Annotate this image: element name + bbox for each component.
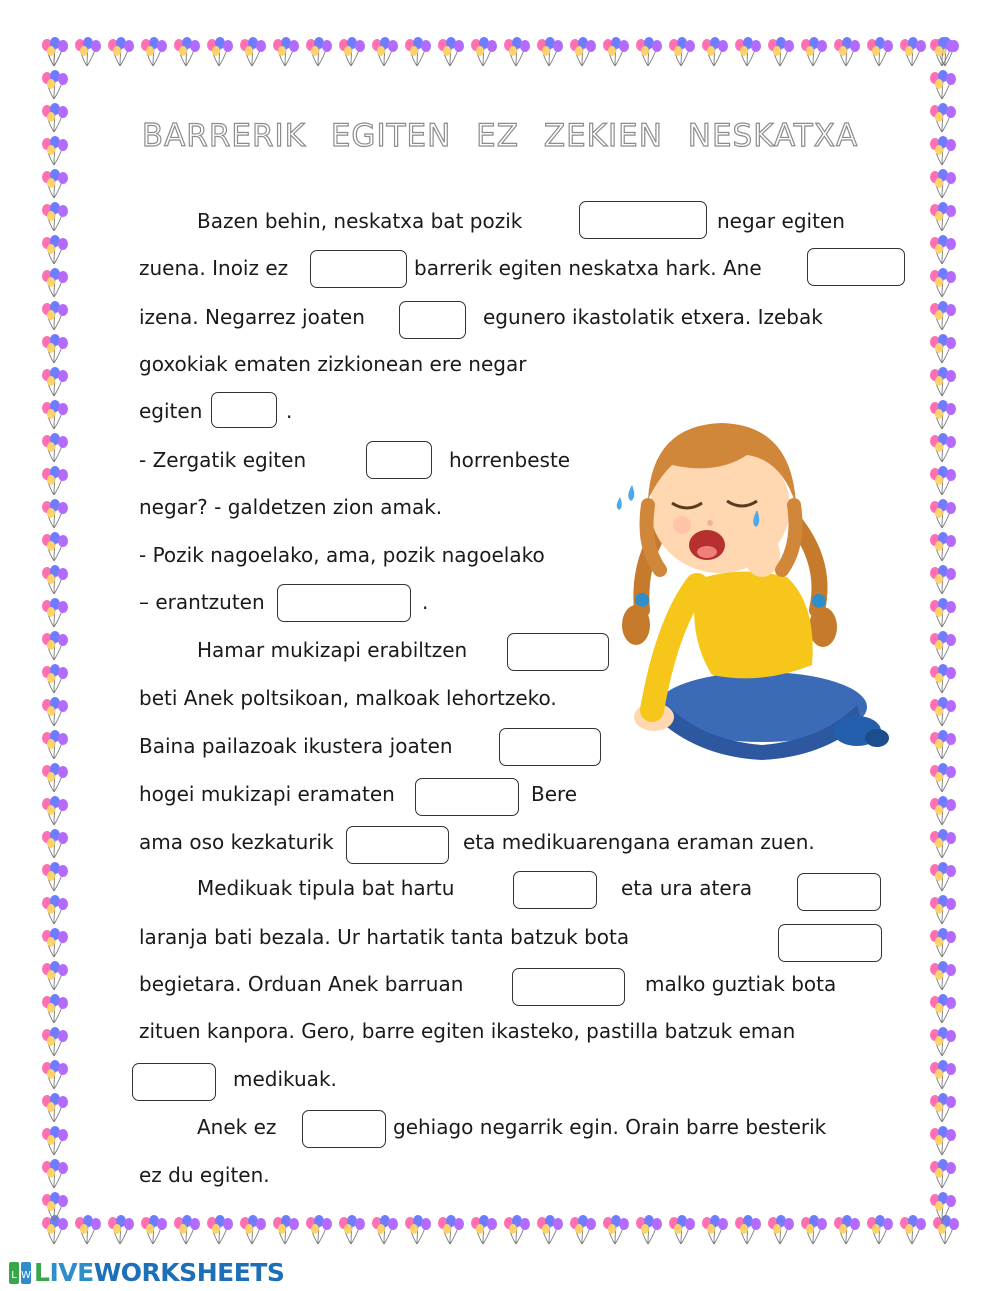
balloon-icon <box>735 37 761 66</box>
balloon-icon <box>240 1215 266 1244</box>
balloon-icon <box>42 1159 68 1188</box>
balloon-icon <box>930 1159 956 1188</box>
balloon-icon <box>42 1027 68 1056</box>
balloon-icon <box>930 796 956 825</box>
balloon-icon <box>174 1215 200 1244</box>
balloon-icon <box>42 565 68 594</box>
balloon-icon <box>42 334 68 363</box>
balloon-icon <box>405 1215 431 1244</box>
balloon-icon <box>42 466 68 495</box>
balloon-icon <box>702 1215 728 1244</box>
balloon-icon <box>735 1215 761 1244</box>
balloon-icon <box>42 895 68 924</box>
balloon-icon <box>537 1215 563 1244</box>
balloon-icon <box>930 763 956 792</box>
balloon-icon <box>930 169 956 198</box>
balloon-icon <box>42 235 68 264</box>
answer-box[interactable] <box>302 1110 386 1148</box>
answer-box[interactable] <box>512 968 625 1006</box>
balloon-icon <box>930 664 956 693</box>
balloon-icon <box>75 37 101 66</box>
balloon-icon <box>438 37 464 66</box>
answer-box[interactable] <box>211 392 277 428</box>
story-text: negar? - galdetzen zion amak. <box>139 495 443 519</box>
balloon-icon <box>42 37 68 66</box>
balloon-icon <box>930 961 956 990</box>
story-text: - Pozik nagoelako, ama, pozik nagoelako <box>139 543 545 567</box>
story-text: Baina pailazoak ikustera joaten <box>139 734 453 758</box>
worksheet-title: BARRERIK EGITEN EZ ZEKIEN NESKATXA <box>141 118 859 154</box>
story-text: eta medikuarengana eraman zuen. <box>463 830 815 854</box>
balloon-icon <box>768 1215 794 1244</box>
balloon-icon <box>867 1215 893 1244</box>
answer-box[interactable] <box>366 441 432 479</box>
balloon-icon <box>603 1215 629 1244</box>
balloon-icon <box>372 1215 398 1244</box>
balloon-icon <box>900 37 926 66</box>
balloon-icon <box>930 400 956 429</box>
balloon-icon <box>42 1192 68 1221</box>
balloon-icon <box>930 466 956 495</box>
balloon-icon <box>42 202 68 231</box>
answer-box[interactable] <box>513 871 597 909</box>
balloon-icon <box>42 796 68 825</box>
story-text: begietara. Orduan Anek barruan <box>139 972 464 996</box>
balloon-icon <box>42 400 68 429</box>
balloon-icon <box>930 334 956 363</box>
balloon-icon <box>930 70 956 99</box>
balloon-icon <box>669 1215 695 1244</box>
story-text: izena. Negarrez joaten <box>139 305 365 329</box>
balloon-icon <box>108 37 134 66</box>
left-balloon-border <box>38 36 72 1232</box>
story-text: zuena. Inoiz ez <box>139 256 289 280</box>
balloon-icon <box>42 631 68 660</box>
answer-box[interactable] <box>807 248 905 286</box>
answer-box[interactable] <box>507 633 609 671</box>
bottom-balloon-border <box>38 1214 960 1248</box>
story-text: ama oso kezkaturik <box>139 830 334 854</box>
balloon-icon <box>930 631 956 660</box>
balloon-icon <box>42 70 68 99</box>
balloon-icon <box>570 1215 596 1244</box>
answer-box[interactable] <box>277 584 411 622</box>
balloon-icon <box>636 1215 662 1244</box>
story-text: medikuak. <box>233 1067 337 1091</box>
balloon-icon <box>930 1093 956 1122</box>
balloon-icon <box>930 235 956 264</box>
story-text: Anek ez <box>197 1115 277 1139</box>
balloon-icon <box>570 37 596 66</box>
balloon-icon <box>471 1215 497 1244</box>
balloon-icon <box>504 37 530 66</box>
story-text: horrenbeste <box>449 448 571 472</box>
balloon-icon <box>339 37 365 66</box>
balloon-icon <box>306 37 332 66</box>
balloon-icon <box>42 961 68 990</box>
balloon-icon <box>900 1215 926 1244</box>
balloon-icon <box>930 37 956 66</box>
svg-text:W: W <box>21 1270 31 1281</box>
balloon-icon <box>438 1215 464 1244</box>
story-text: Hamar mukizapi erabiltzen <box>197 638 468 662</box>
balloon-icon <box>42 763 68 792</box>
svg-text:L: L <box>11 1270 17 1281</box>
balloon-icon <box>930 697 956 726</box>
balloon-icon <box>834 37 860 66</box>
balloon-icon <box>930 895 956 924</box>
story-text: - Zergatik egiten <box>139 448 307 472</box>
story-text: hogei mukizapi eramaten <box>139 782 395 806</box>
story-text: ez du egiten. <box>139 1163 270 1187</box>
balloon-icon <box>42 169 68 198</box>
balloon-icon <box>42 301 68 330</box>
balloon-icon <box>504 1215 530 1244</box>
answer-box[interactable] <box>797 873 881 911</box>
answer-box[interactable] <box>579 201 707 239</box>
story-text: – erantzuten <box>139 590 265 614</box>
right-balloon-border <box>926 36 960 1232</box>
footer-brand[interactable]: LIVEWORKSHEETS <box>34 1258 285 1287</box>
balloon-icon <box>207 37 233 66</box>
balloon-icon <box>306 1215 332 1244</box>
balloon-icon <box>42 499 68 528</box>
story-text: beti Anek poltsikoan, malkoak lehortzeko. <box>139 686 557 710</box>
balloon-icon <box>930 367 956 396</box>
story-text: Bazen behin, neskatxa bat pozik <box>197 209 523 233</box>
balloon-icon <box>42 1126 68 1155</box>
balloon-icon <box>930 268 956 297</box>
balloon-icon <box>930 730 956 759</box>
crying-girl-illustration <box>612 405 896 785</box>
balloon-icon <box>801 37 827 66</box>
balloon-icon <box>339 1215 365 1244</box>
story-text: malko guztiak bota <box>645 972 837 996</box>
balloon-icon <box>42 598 68 627</box>
balloon-icon <box>42 433 68 462</box>
balloon-icon <box>42 1093 68 1122</box>
balloon-icon <box>471 37 497 66</box>
balloon-icon <box>42 829 68 858</box>
story-text: goxokiak ematen zizkionean ere negar <box>139 352 527 376</box>
top-balloon-border <box>38 36 960 70</box>
balloon-icon <box>141 1215 167 1244</box>
answer-box[interactable] <box>132 1063 216 1101</box>
balloon-icon <box>42 697 68 726</box>
story-text: egiten <box>139 399 203 423</box>
story-text: egunero ikastolatik etxera. Izebak <box>483 305 823 329</box>
story-text: gehiago negarrik egin. Orain barre besterik <box>393 1115 827 1139</box>
balloon-icon <box>207 1215 233 1244</box>
balloon-icon <box>867 37 893 66</box>
balloon-icon <box>669 37 695 66</box>
balloon-icon <box>75 1215 101 1244</box>
balloon-icon <box>240 37 266 66</box>
balloon-icon <box>930 1060 956 1089</box>
balloon-icon <box>930 202 956 231</box>
answer-box[interactable] <box>778 924 882 962</box>
balloon-icon <box>273 1215 299 1244</box>
answer-box[interactable] <box>346 826 449 864</box>
balloon-icon <box>930 829 956 858</box>
balloon-icon <box>42 994 68 1023</box>
balloon-icon <box>42 928 68 957</box>
balloon-icon <box>174 37 200 66</box>
balloon-icon <box>930 301 956 330</box>
story-text: negar egiten <box>717 209 845 233</box>
story-text: . <box>422 590 429 614</box>
balloon-icon <box>42 1060 68 1089</box>
balloon-icon <box>930 532 956 561</box>
balloon-icon <box>42 367 68 396</box>
balloon-icon <box>537 37 563 66</box>
answer-box[interactable] <box>399 301 466 339</box>
balloon-icon <box>702 37 728 66</box>
balloon-icon <box>603 37 629 66</box>
story-text: Bere <box>531 782 578 806</box>
balloon-icon <box>930 1192 956 1221</box>
answer-box[interactable] <box>415 778 519 816</box>
story-text: . <box>286 399 293 423</box>
balloon-icon <box>930 565 956 594</box>
balloon-icon <box>834 1215 860 1244</box>
answer-box[interactable] <box>310 250 407 288</box>
balloon-icon <box>636 37 662 66</box>
balloon-icon <box>768 37 794 66</box>
balloon-icon <box>930 1126 956 1155</box>
liveworksheets-logo-icon <box>8 1258 32 1288</box>
balloon-icon <box>42 730 68 759</box>
story-text: laranja bati bezala. Ur hartatik tanta batzuk bota <box>139 925 630 949</box>
story-text: zituen kanpora. Gero, barre egiten ikasteko, pastilla batzuk eman <box>139 1019 796 1043</box>
balloon-icon <box>108 1215 134 1244</box>
balloon-icon <box>141 37 167 66</box>
balloon-icon <box>930 433 956 462</box>
balloon-icon <box>42 268 68 297</box>
story-text: barrerik egiten neskatxa hark. Ane <box>414 256 762 280</box>
balloon-icon <box>273 37 299 66</box>
balloon-icon <box>930 862 956 891</box>
balloon-icon <box>372 37 398 66</box>
balloon-icon <box>42 664 68 693</box>
balloon-icon <box>930 928 956 957</box>
balloon-icon <box>42 532 68 561</box>
balloon-icon <box>405 37 431 66</box>
balloon-icon <box>930 994 956 1023</box>
story-text: Medikuak tipula bat hartu <box>197 876 455 900</box>
story-text: eta ura atera <box>621 876 753 900</box>
balloon-icon <box>930 1027 956 1056</box>
balloon-icon <box>801 1215 827 1244</box>
balloon-icon <box>42 862 68 891</box>
balloon-icon <box>930 598 956 627</box>
balloon-icon <box>930 499 956 528</box>
answer-box[interactable] <box>499 728 601 766</box>
